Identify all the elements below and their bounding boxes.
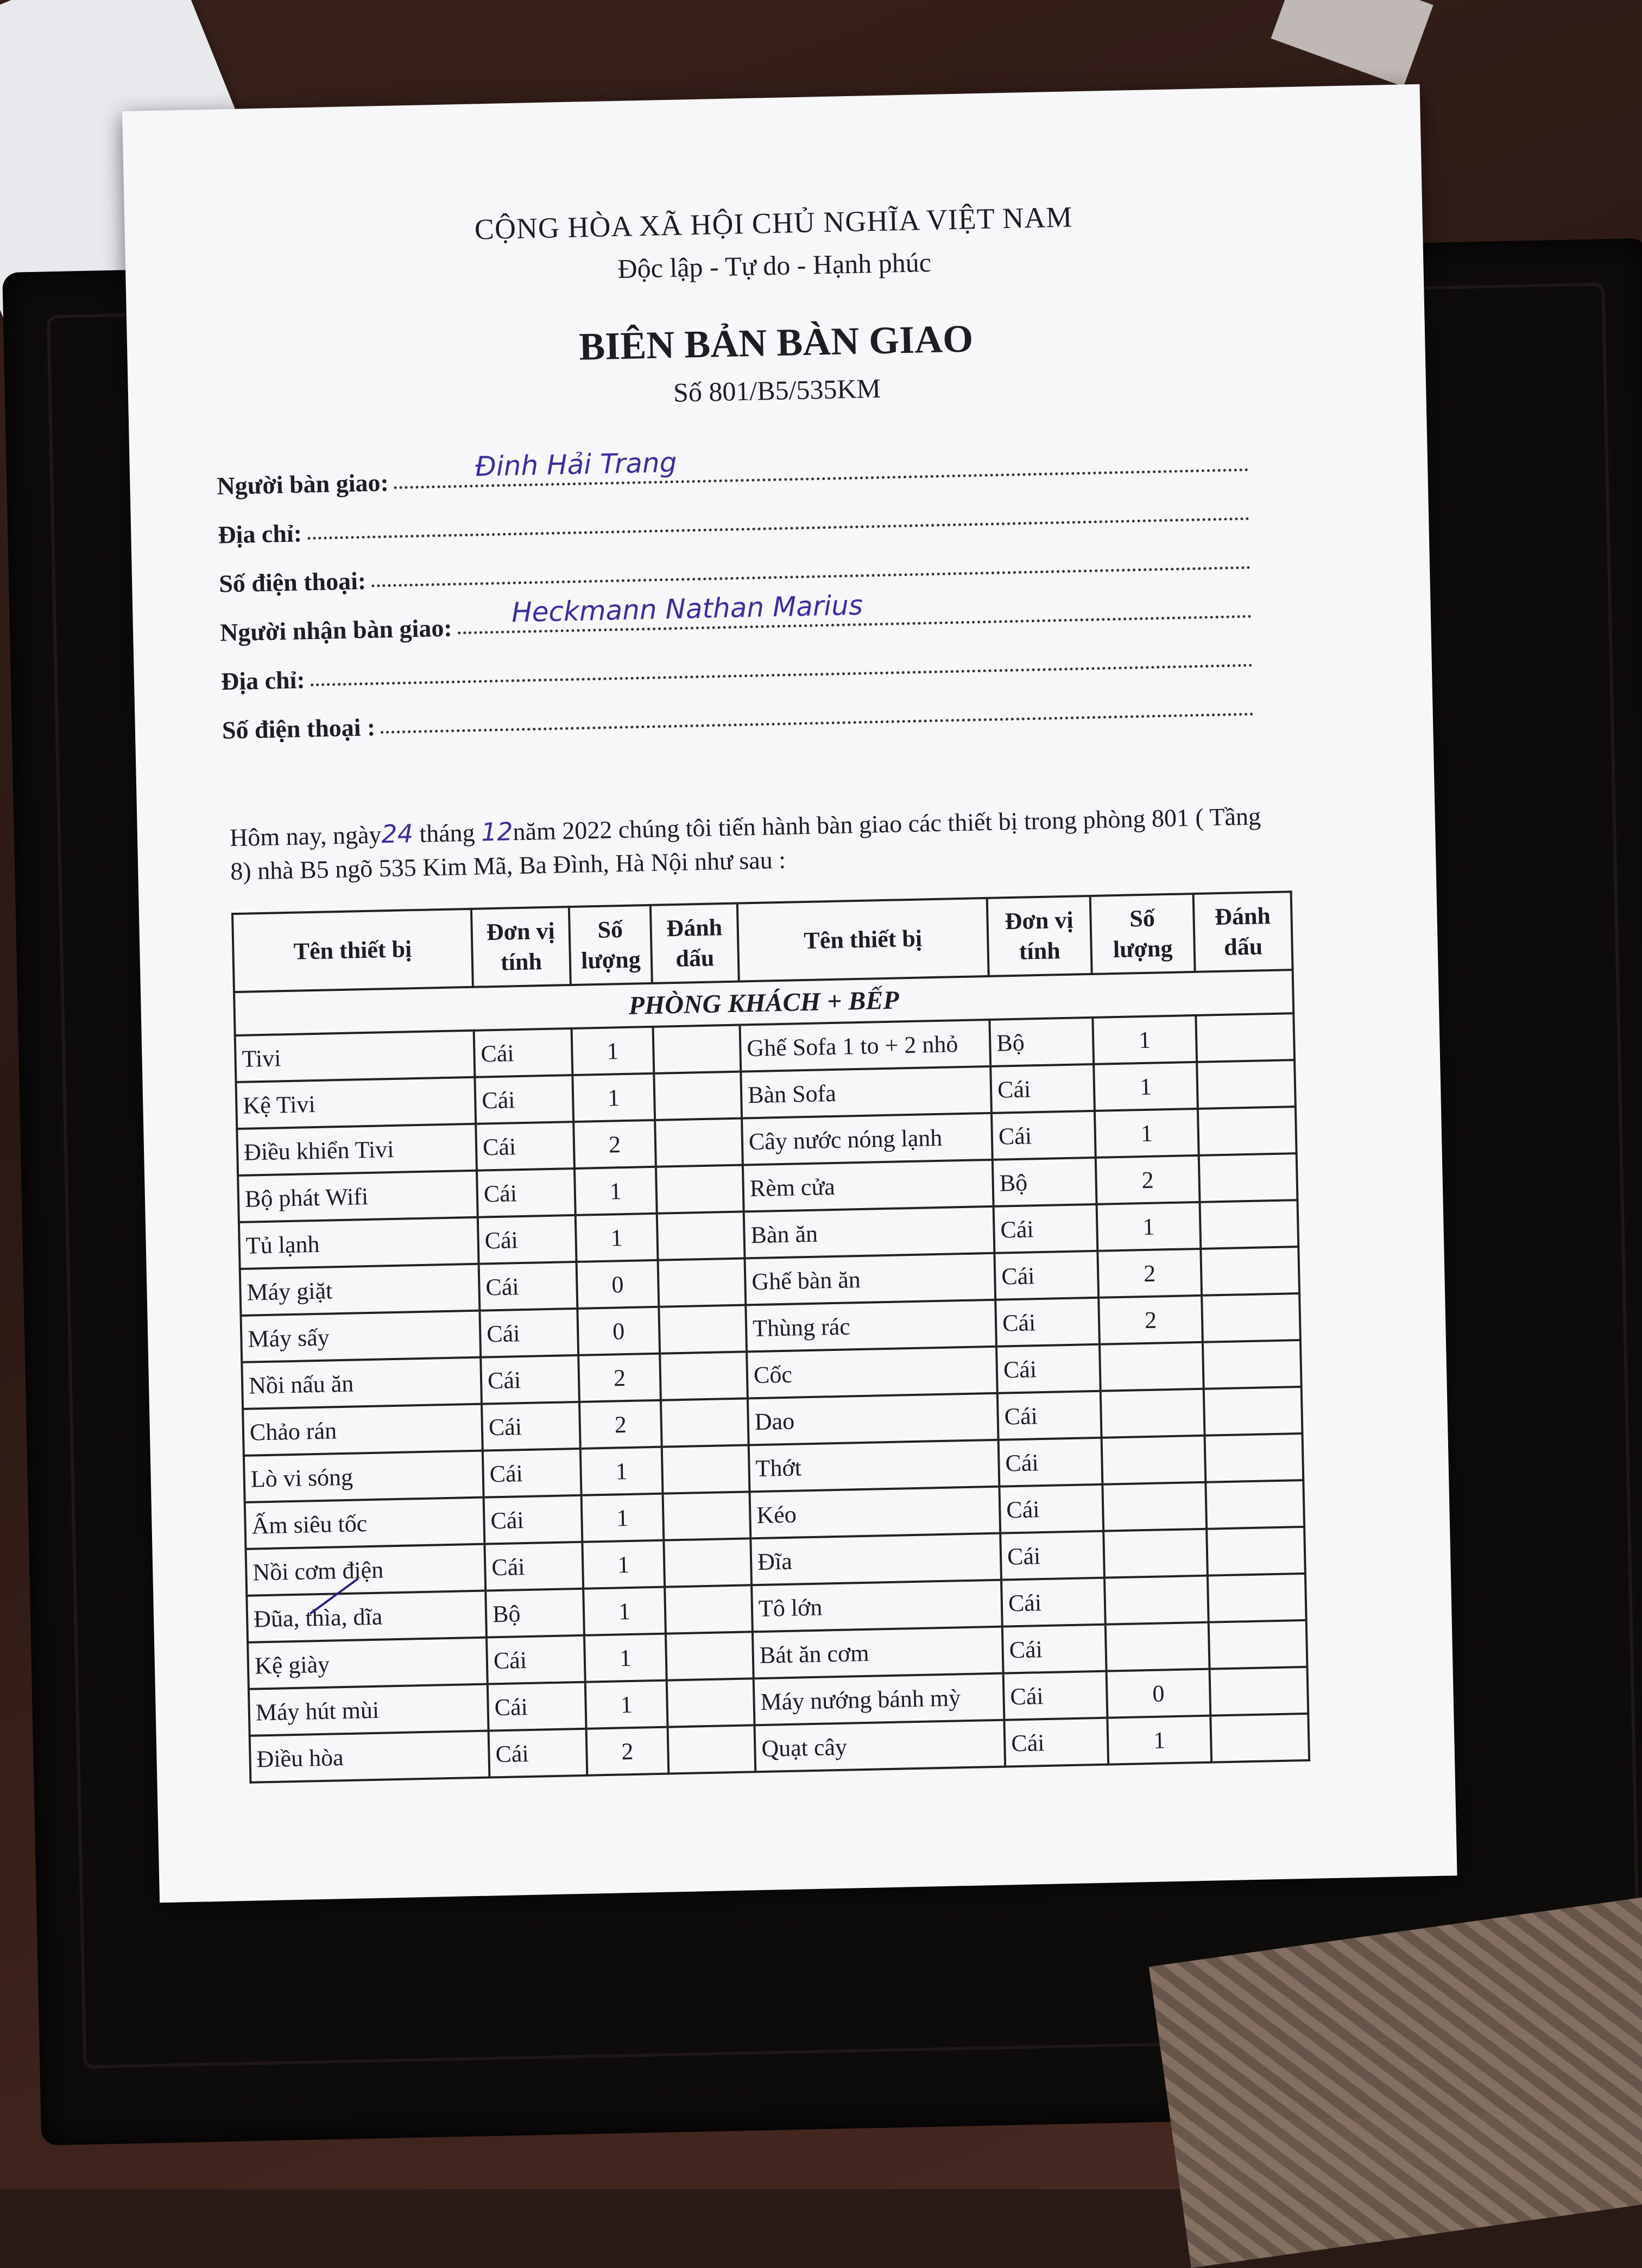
table-cell: 1 — [580, 1447, 663, 1495]
table-cell: 1 — [1092, 1015, 1197, 1064]
table-cell: 1 — [1097, 1202, 1201, 1251]
table-cell — [656, 1165, 744, 1213]
table-cell: Cái — [489, 1729, 588, 1778]
table-cell — [664, 1538, 751, 1587]
table-cell: Cái — [995, 1298, 1100, 1347]
table-cell: Cái — [487, 1635, 585, 1684]
table-cell: Đĩa — [750, 1533, 1001, 1585]
table-cell: Kệ Tivi — [236, 1077, 476, 1129]
document-number: Số 801/B5/535KM — [673, 372, 881, 408]
table-cell: Cái — [474, 1028, 573, 1077]
table-cell: Chảo rán — [243, 1404, 483, 1456]
table-cell: Cái — [1001, 1578, 1106, 1627]
country-heading: CỘNG HÒA XÃ HỘI CHỦ NGHĨA VIỆT NAM — [474, 200, 1073, 246]
table-cell: 1 — [585, 1681, 668, 1729]
table-cell: Cái — [1002, 1625, 1107, 1673]
table-cell — [662, 1445, 750, 1493]
document-title: BIÊN BẢN BÀN GIAO — [578, 317, 974, 369]
table-cell — [661, 1398, 749, 1446]
table-cell: Cái — [475, 1075, 573, 1124]
table-cell — [1209, 1620, 1308, 1669]
column-header: Tên thiết bị — [232, 909, 473, 992]
table-cell: Cái — [1003, 1671, 1108, 1720]
table-cell: 2 — [586, 1727, 669, 1776]
table-cell — [668, 1725, 756, 1773]
column-header: Số lượng — [1090, 894, 1195, 974]
table-cell: Cái — [477, 1168, 576, 1217]
handwritten-day: 24 — [381, 819, 414, 849]
table-cell: 1 — [572, 1027, 654, 1075]
field-label: Người bàn giao: — [216, 468, 389, 500]
handwritten-month: 12 — [481, 817, 514, 847]
table-cell: Cái — [991, 1111, 1096, 1160]
table-cell: Cái — [479, 1262, 578, 1311]
table-cell — [1198, 1107, 1297, 1155]
table-cell: 1 — [1094, 1062, 1198, 1111]
table-cell — [1203, 1340, 1302, 1389]
table-cell — [655, 1119, 743, 1167]
table-cell: 1 — [1107, 1716, 1211, 1765]
table-cell — [1196, 1013, 1294, 1062]
table-cell: 2 — [578, 1354, 661, 1402]
table-cell: Thùng rác — [746, 1300, 996, 1352]
table-cell — [659, 1305, 747, 1353]
intro-paragraph: Hôm nay, ngày24 tháng 12năm 2022 chúng tôi tiến hành bàn giao các thiết bị trong phòng 801 ( Tầng 8) nhà B5 ngõ 535 Kim Mã, Ba Đình, Hà Nội như sau : — [229, 802, 1261, 886]
table-cell: Máy hút mùi — [249, 1684, 489, 1736]
equipment-table — [231, 890, 1310, 1784]
table-cell — [667, 1678, 755, 1727]
table-cell: Dao — [748, 1393, 999, 1445]
table-cell — [1205, 1480, 1304, 1529]
table-cell — [1106, 1622, 1210, 1671]
table-cell: Cái — [484, 1542, 583, 1591]
motto: Độc lập - Tự do - Hạnh phúc — [617, 247, 932, 284]
table-cell — [1205, 1433, 1304, 1482]
table-cell — [653, 1025, 741, 1073]
table-cell: Cái — [994, 1204, 1098, 1253]
table-cell: Rèm cửa — [743, 1160, 994, 1212]
table-cell: 2 — [1098, 1296, 1203, 1344]
table-cell: Cái — [476, 1122, 574, 1171]
table-cell — [657, 1211, 745, 1260]
table-cell: Cái — [994, 1251, 1098, 1300]
field-label: Số điện thoại: — [218, 566, 367, 598]
table-cell — [1102, 1436, 1206, 1484]
column-header: Số lượng — [569, 905, 652, 985]
table-cell: 0 — [577, 1260, 659, 1309]
table-cell — [1100, 1342, 1204, 1391]
table-cell: 1 — [576, 1214, 658, 1262]
field-label: Người nhận bàn giao: — [219, 614, 453, 647]
table-cell: Cốc — [747, 1347, 997, 1399]
column-header: Đánh dấu — [1193, 892, 1293, 972]
table-cell: Bàn Sofa — [741, 1066, 991, 1119]
column-header: Tên thiết bị — [737, 898, 989, 982]
table-cell — [665, 1585, 753, 1633]
table-cell: Điều hòa — [250, 1731, 490, 1783]
table-cell: Ghế bàn ăn — [744, 1253, 995, 1305]
table-cell: Nồi nấu ăn — [242, 1357, 482, 1409]
table-cell: Cái — [483, 1449, 582, 1498]
handwritten-giver-name: Đinh Hải Trang — [475, 446, 677, 483]
table-cell — [1207, 1527, 1305, 1576]
table-cell: 1 — [582, 1494, 664, 1542]
section-title: PHÒNG KHÁCH + BẾP — [234, 970, 1293, 1035]
table-cell: Bàn ăn — [744, 1206, 995, 1259]
table-cell: Điều khiển Tivi — [237, 1124, 477, 1176]
table-cell — [1210, 1714, 1309, 1762]
table-cell — [1208, 1574, 1306, 1622]
table-cell — [1200, 1200, 1299, 1249]
table-cell — [1210, 1667, 1309, 1716]
table-cell — [1201, 1247, 1299, 1296]
table-cell: 2 — [1097, 1249, 1202, 1298]
table-cell — [1101, 1389, 1205, 1438]
table-cell: 2 — [573, 1120, 656, 1168]
table-cell: Thớt — [749, 1440, 1000, 1492]
table-cell: Quạt cây — [755, 1720, 1006, 1772]
field-label: Số điện thoại : — [222, 713, 376, 744]
table-cell: Bát ăn cơm — [753, 1627, 1003, 1679]
table-cell: 2 — [579, 1400, 662, 1449]
table-cell: Bộ — [993, 1158, 1097, 1206]
table-cell: Ấm siêu tốc — [245, 1498, 485, 1549]
table-cell — [1202, 1293, 1300, 1342]
table-cell: Cái — [481, 1355, 579, 1404]
table-cell — [1103, 1529, 1208, 1578]
table-cell: 1 — [574, 1167, 657, 1215]
table-cell: 0 — [577, 1307, 660, 1355]
table-cell: Cái — [479, 1309, 578, 1357]
table-cell: Cái — [484, 1495, 583, 1544]
table-cell: Đũa, thìa, dĩa — [247, 1591, 487, 1642]
table-cell — [1104, 1576, 1209, 1625]
table-cell: 1 — [583, 1587, 666, 1635]
table-cell: Cái — [990, 1064, 1095, 1113]
table-cell: Cái — [999, 1438, 1103, 1487]
table-cell: Ghế Sofa 1 to + 2 nhỏ — [740, 1020, 990, 1072]
table-cell: Cái — [1004, 1718, 1108, 1767]
table-cell: Kéo — [749, 1487, 1000, 1539]
column-header: Đơn vị tính — [471, 907, 571, 987]
table-cell — [1199, 1153, 1298, 1202]
table-cell: Tô lớn — [751, 1580, 1002, 1632]
table-cell: Bộ — [485, 1589, 584, 1638]
column-header: Đánh dấu — [651, 904, 739, 983]
table-cell: Máy sấy — [241, 1311, 481, 1362]
table-cell: Cây nước nóng lạnh — [742, 1113, 993, 1165]
table-cell: Cái — [1000, 1531, 1104, 1580]
table-cell: Cái — [996, 1344, 1101, 1393]
column-header: Đơn vị tính — [987, 896, 1092, 976]
table-cell: Nồi cơm điện — [246, 1544, 486, 1596]
table-cell: 2 — [1096, 1155, 1200, 1204]
table-cell: 1 — [572, 1073, 655, 1122]
table-cell — [663, 1492, 751, 1540]
table-cell: 1 — [1095, 1109, 1199, 1158]
table-cell: Máy nướng bánh mỳ — [754, 1673, 1005, 1726]
table-cell: Lò vi sóng — [244, 1451, 484, 1502]
table-cell — [666, 1632, 754, 1680]
table-cell — [1197, 1060, 1296, 1109]
table-cell — [1204, 1387, 1303, 1436]
handwritten-receiver-name: Heckmann Nathan Marius — [511, 589, 863, 629]
table-cell: Cái — [482, 1402, 580, 1451]
table-cell — [658, 1258, 746, 1306]
table-cell: Cái — [478, 1215, 577, 1264]
table-cell: Cái — [999, 1484, 1103, 1533]
table-cell: Cái — [997, 1391, 1102, 1440]
table-cell: 1 — [584, 1634, 667, 1682]
field-label: Địa chỉ: — [220, 666, 306, 696]
table-cell: Máy giặt — [240, 1264, 480, 1316]
table-cell: Cái — [488, 1682, 586, 1731]
table-cell — [654, 1072, 742, 1120]
table-cell: 1 — [582, 1540, 665, 1589]
table-cell: Bộ phát Wifi — [238, 1171, 478, 1222]
table-cell: Bộ — [989, 1018, 1094, 1066]
field-label: Địa chỉ: — [217, 519, 302, 549]
table-cell: Tivi — [235, 1031, 475, 1082]
table-cell: Kệ giày — [248, 1638, 488, 1689]
table-cell: 0 — [1107, 1669, 1211, 1718]
handover-document — [122, 84, 1457, 1903]
table-cell: Tủ lạnh — [239, 1217, 479, 1269]
table-cell — [1102, 1482, 1207, 1531]
table-cell — [660, 1351, 748, 1400]
